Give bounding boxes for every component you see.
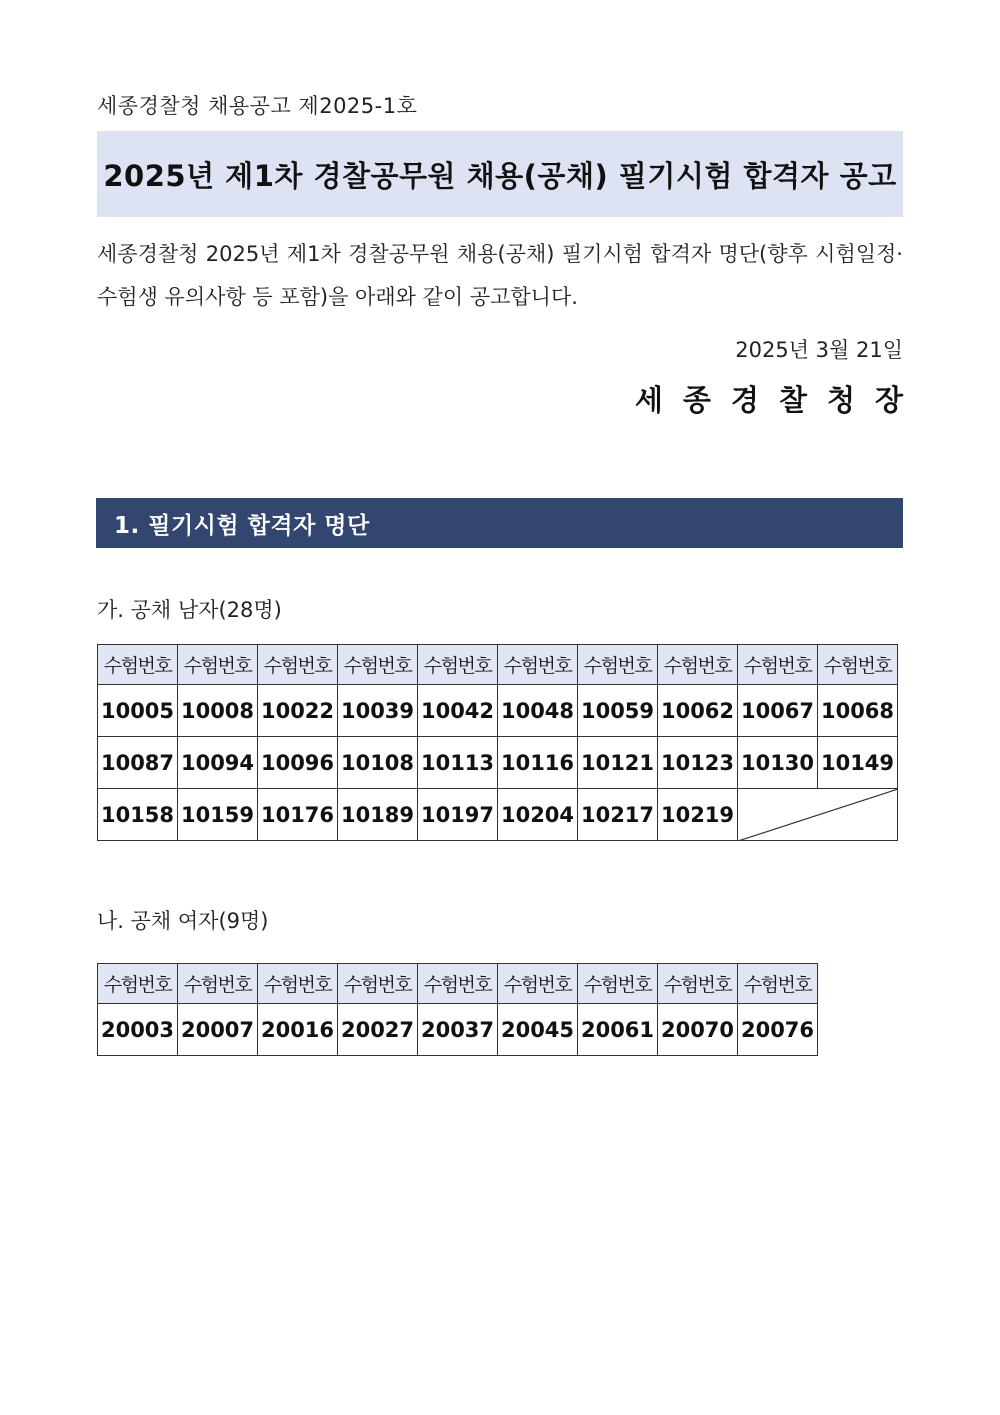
- table-row: [98, 685, 898, 737]
- column-header: 수험번호: [178, 964, 258, 1004]
- exam-number-cell: 10159: [178, 789, 258, 841]
- exam-number-cell: 10087: [98, 737, 178, 789]
- exam-number-cell: 10189: [338, 789, 418, 841]
- exam-number-cell: 10042: [418, 685, 498, 737]
- column-header: 수험번호: [738, 964, 818, 1004]
- column-header: 수험번호: [498, 964, 578, 1004]
- exam-number-cell: 20007: [178, 1004, 258, 1056]
- column-header: 수험번호: [178, 645, 258, 685]
- column-header: 수험번호: [258, 645, 338, 685]
- exam-number-cell: 20003: [98, 1004, 178, 1056]
- male-results-table: [97, 644, 898, 841]
- exam-number-cell: 10039: [338, 685, 418, 737]
- exam-number-cell: 10197: [418, 789, 498, 841]
- column-header: 수험번호: [658, 645, 738, 685]
- column-header: 수험번호: [98, 964, 178, 1004]
- empty-cell-diagonal: [738, 789, 898, 841]
- exam-number-cell: 10005: [98, 685, 178, 737]
- exam-number-cell: 10068: [818, 685, 898, 737]
- column-header: 수험번호: [418, 645, 498, 685]
- exam-number-cell: 10116: [498, 737, 578, 789]
- notice-number: 세종경찰청 채용공고 제2025-1호: [97, 94, 418, 118]
- section-1-bar: [96, 498, 903, 548]
- signer-title: 세종경찰청장: [634, 383, 923, 417]
- column-header: 수험번호: [338, 645, 418, 685]
- column-header: 수험번호: [258, 964, 338, 1004]
- notice-date: 2025년 3월 21일: [735, 338, 903, 362]
- exam-number-cell: 20045: [498, 1004, 578, 1056]
- diagonal-slash: [738, 789, 898, 841]
- column-header: 수험번호: [818, 645, 898, 685]
- exam-number-cell: 10022: [258, 685, 338, 737]
- table-header-row: [98, 964, 818, 1004]
- exam-number-cell: 10062: [658, 685, 738, 737]
- exam-number-cell: 10217: [578, 789, 658, 841]
- exam-number-cell: 10096: [258, 737, 338, 789]
- female-heading: 나. 공채 여자(9명): [97, 909, 269, 933]
- column-header: 수험번호: [498, 645, 578, 685]
- exam-number-cell: 10149: [818, 737, 898, 789]
- table-row: [98, 1004, 818, 1056]
- exam-number-cell: 10219: [658, 789, 738, 841]
- column-header: 수험번호: [578, 645, 658, 685]
- table-row: [98, 737, 898, 789]
- exam-number-cell: 20027: [338, 1004, 418, 1056]
- exam-number-cell: 10130: [738, 737, 818, 789]
- column-header: 수험번호: [578, 964, 658, 1004]
- page-title: 2025년 제1차 경찰공무원 채용(공채) 필기시험 합격자 공고: [103, 158, 897, 193]
- exam-number-cell: 10108: [338, 737, 418, 789]
- exam-number-cell: 10059: [578, 685, 658, 737]
- exam-number-cell: 10048: [498, 685, 578, 737]
- column-header: 수험번호: [338, 964, 418, 1004]
- exam-number-cell: 10121: [578, 737, 658, 789]
- exam-number-cell: 10123: [658, 737, 738, 789]
- female-results-table: [97, 963, 818, 1056]
- exam-number-cell: 10176: [258, 789, 338, 841]
- exam-number-cell: 10204: [498, 789, 578, 841]
- exam-number-cell: 10113: [418, 737, 498, 789]
- diagonal-line: [738, 789, 898, 841]
- exam-number-cell: 10008: [178, 685, 258, 737]
- intro-paragraph: 세종경찰청 2025년 제1차 경찰공무원 채용(공채) 필기시험 합격자 명단(향후 시험일정·수험생 유의사항 등 포함)을 아래와 같이 공고합니다.: [97, 242, 903, 309]
- exam-number-cell: 20016: [258, 1004, 338, 1056]
- exam-number-cell: 20070: [658, 1004, 738, 1056]
- column-header: 수험번호: [418, 964, 498, 1004]
- column-header: 수험번호: [98, 645, 178, 685]
- male-heading: 가. 공채 남자(28명): [97, 598, 282, 622]
- column-header: 수험번호: [738, 645, 818, 685]
- title-banner: [97, 131, 903, 217]
- exam-number-cell: 20061: [578, 1004, 658, 1056]
- section-1-heading: 1. 필기시험 합격자 명단: [114, 512, 370, 539]
- exam-number-cell: 10094: [178, 737, 258, 789]
- exam-number-cell: 20037: [418, 1004, 498, 1056]
- exam-number-cell: 10067: [738, 685, 818, 737]
- column-header: 수험번호: [658, 964, 738, 1004]
- table-header-row: [98, 645, 898, 685]
- exam-number-cell: 20076: [738, 1004, 818, 1056]
- exam-number-cell: 10158: [98, 789, 178, 841]
- table-row: [98, 789, 898, 841]
